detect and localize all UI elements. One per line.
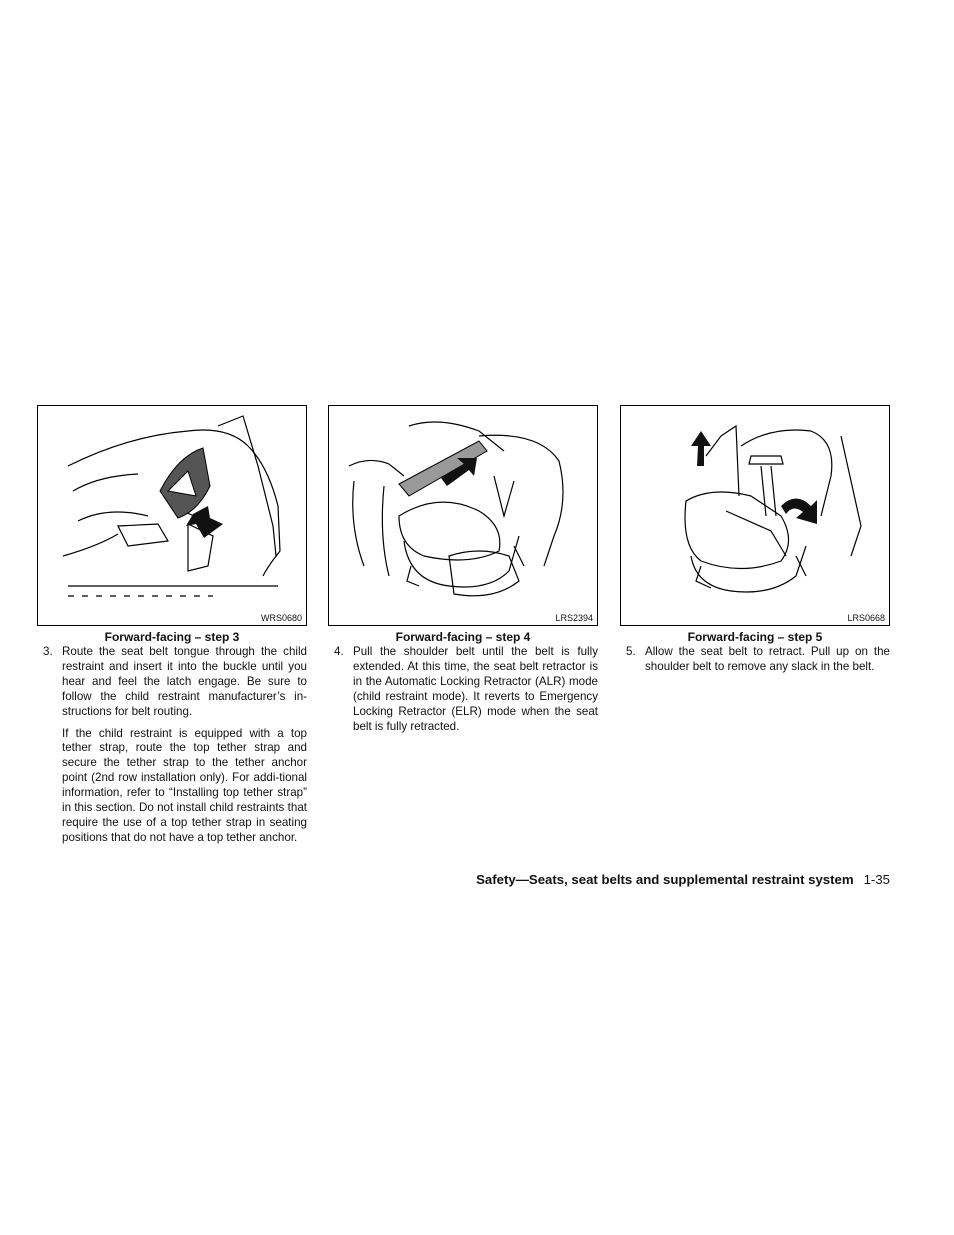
figure-step-5 [620, 405, 890, 626]
pull-shoulder-belt-illustration [329, 406, 597, 625]
figure-step-3 [37, 405, 307, 626]
step-3-extra-text: If the child restraint is equipped with a top tether strap, route the top tether strap and secure the tether strap to the tether anchor point (2nd row installation only). For addi-tional information, refer to “Installing top tether strap” in this section. Do not install child restraints that require the use of a top tether strap in seating positions that do not have a top tether anchor. [62, 726, 307, 844]
page-number: 1-35 [863, 872, 890, 887]
step-number: 3. [43, 645, 53, 658]
step-body: Route the seat belt tongue through the child restraint and insert it into the buckle until you hear and feel the latch engage. Be sure to follow the child restraint manufacturer’s in-structions for belt routing. [62, 645, 307, 718]
column-step-4 [328, 405, 598, 734]
column-step-3 [37, 405, 307, 846]
retract-belt-illustration [621, 406, 889, 625]
step-body: Allow the seat belt to retract. Pull up on the shoulder belt to remove any slack in the belt. [645, 645, 890, 673]
step-3-text [37, 645, 307, 720]
column-step-5 [620, 405, 890, 675]
figure-step-4 [328, 405, 598, 626]
figure-caption: Forward-facing – step 3 [104, 630, 240, 644]
step-number: 5. [626, 645, 636, 658]
step-body: Pull the shoulder belt until the belt is fully extended. At this time, the seat belt retractor is in the Automatic Locking Retractor (ALR) mode (child restraint mode). It reverts to Emergency Locking Retractor (ELR) mode when the seat belt is fully retracted. [353, 645, 598, 733]
figure-code: LRS2394 [555, 613, 593, 623]
figure-code: LRS0668 [847, 613, 885, 623]
step-5-text [620, 645, 890, 675]
figure-caption: Forward-facing – step 5 [687, 630, 823, 644]
seat-belt-buckle-illustration [38, 406, 306, 625]
step-number: 4. [334, 645, 344, 658]
figure-code: WRS0680 [260, 613, 302, 623]
step-4-text [328, 645, 598, 734]
footer-section-title: Safety—Seats, seat belts and supplemental restraint system [476, 872, 854, 887]
figure-caption: Forward-facing – step 4 [395, 630, 531, 644]
page-footer [476, 872, 890, 887]
